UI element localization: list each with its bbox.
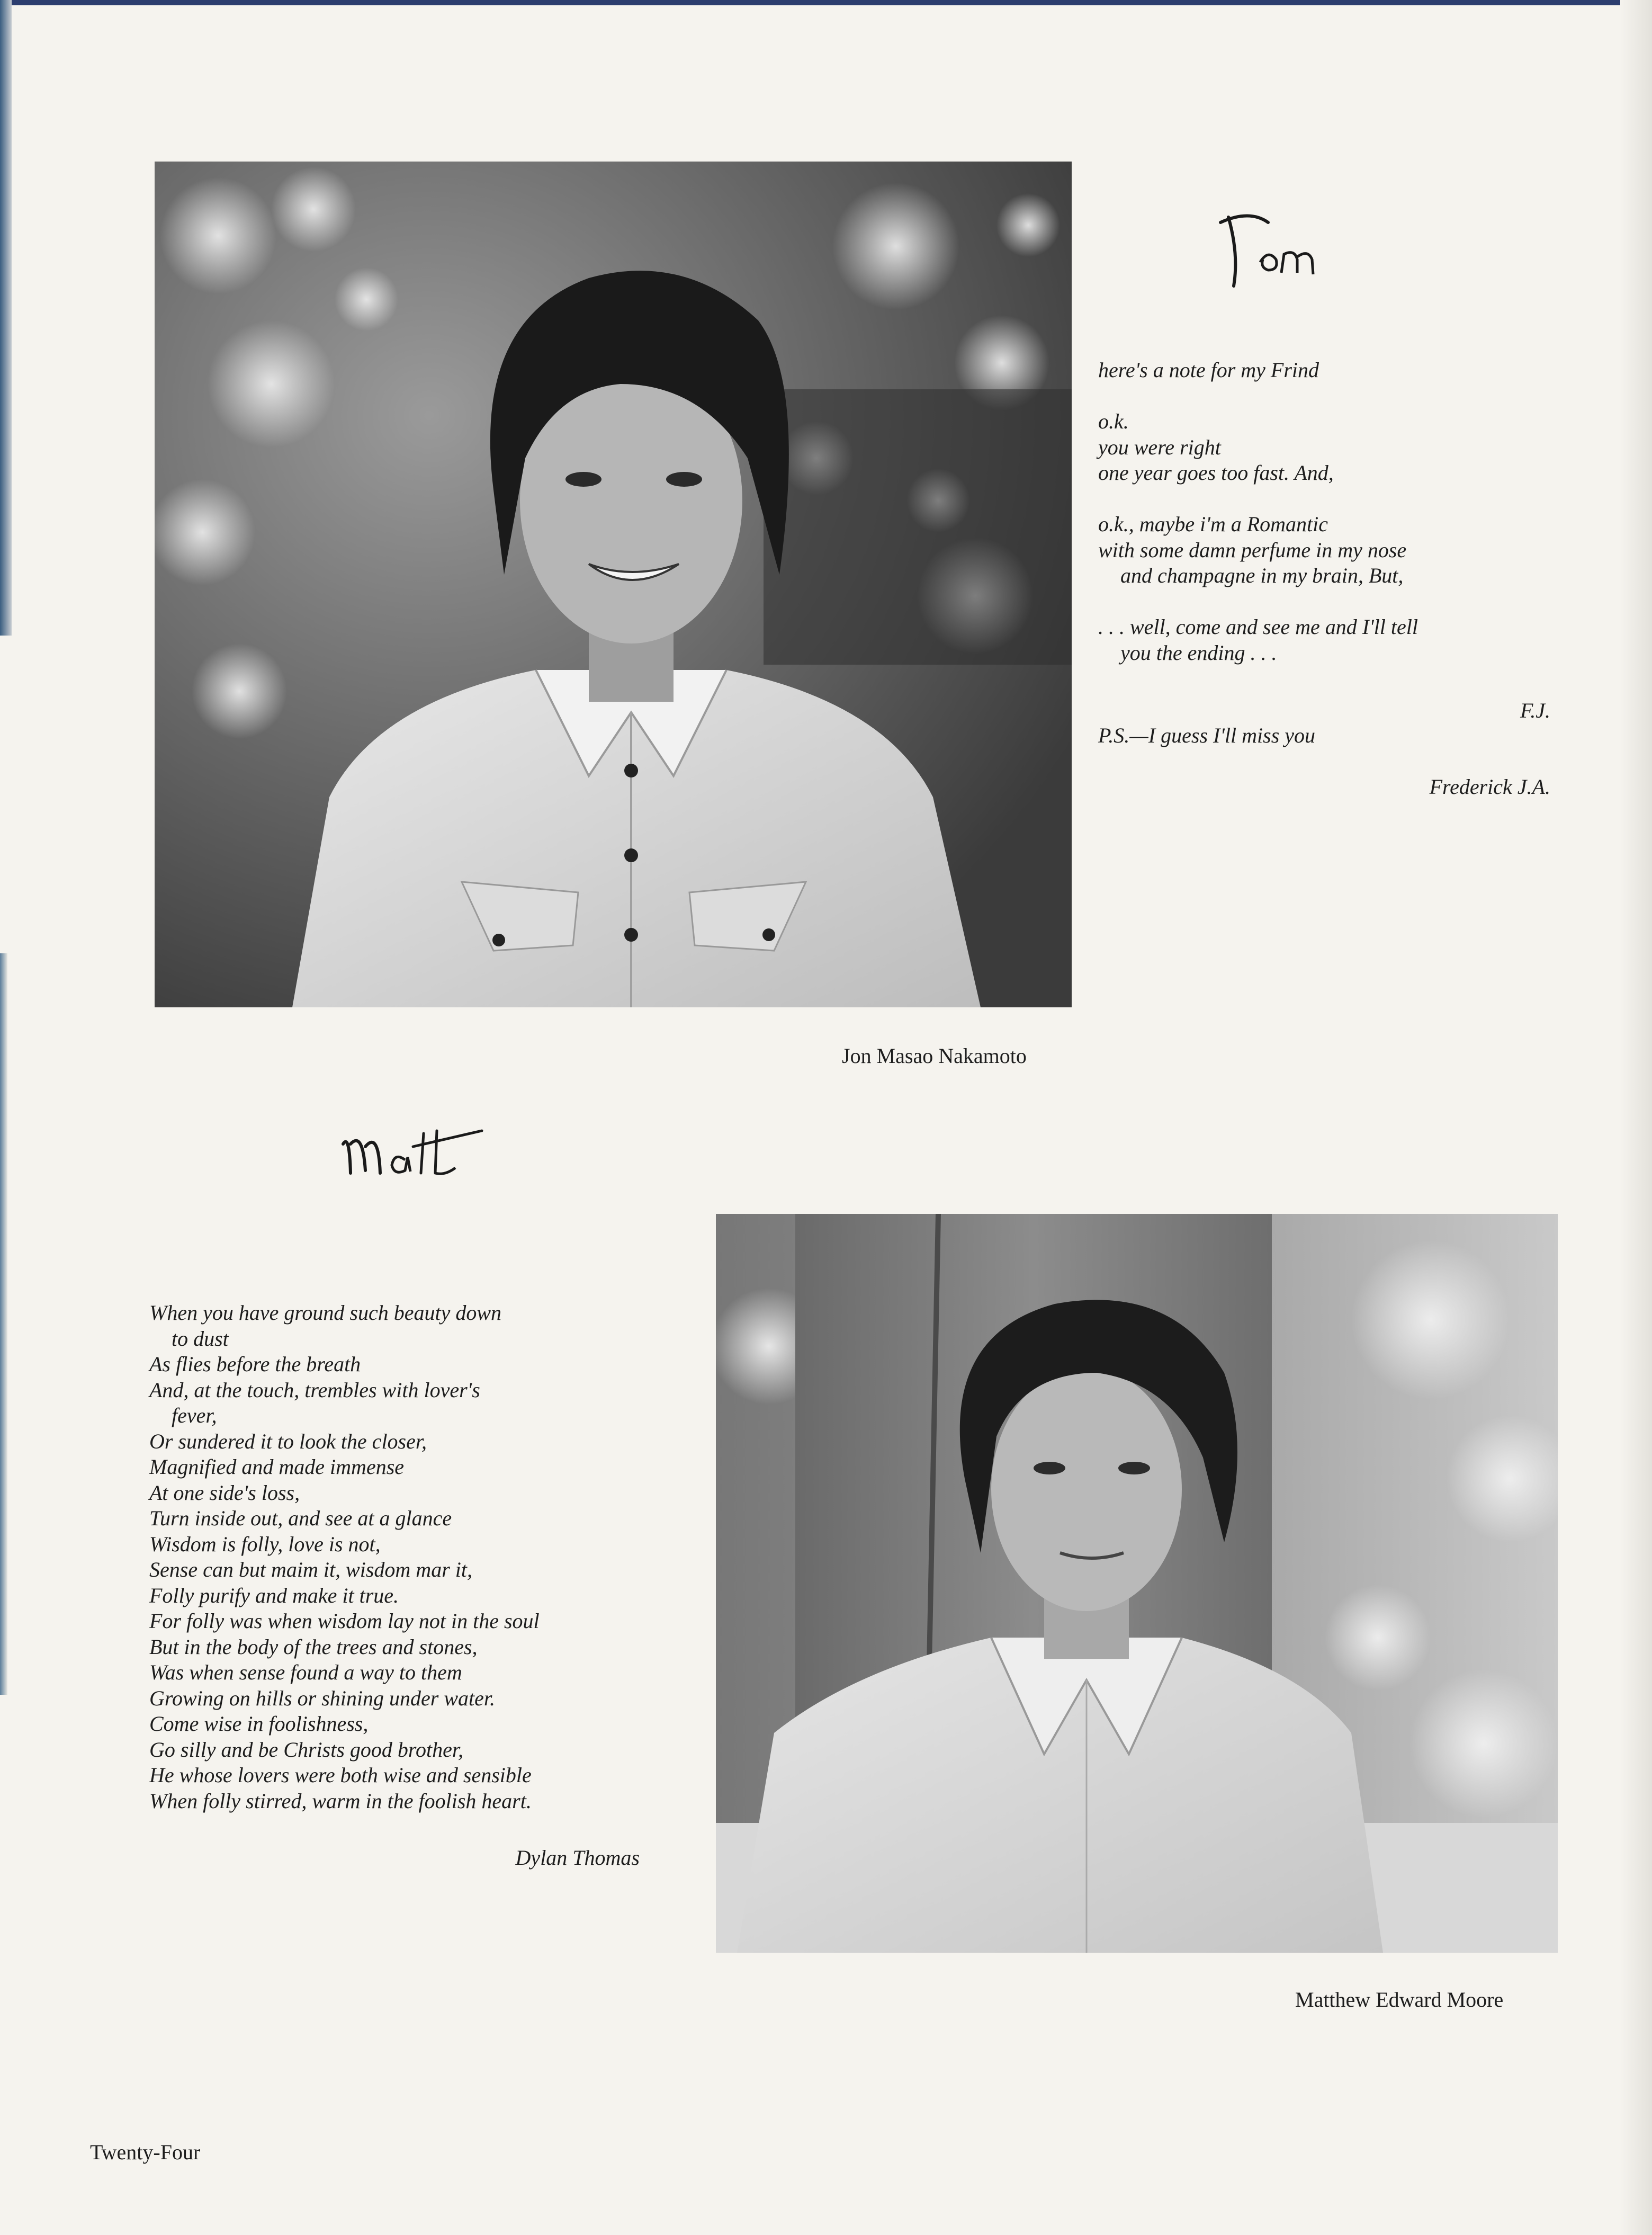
poem-line: you were right xyxy=(1098,435,1221,459)
poem-line: When folly stirred, warm in the foolish heart. xyxy=(149,1789,532,1813)
poem-matt xyxy=(149,1300,679,1814)
poem-line: Folly purify and make it true. xyxy=(149,1583,399,1607)
binding-edge-left-lower xyxy=(0,953,7,1695)
poem-line: and champagne in my brain, But, xyxy=(1120,564,1404,587)
poem-line: Go silly and be Christs good brother, xyxy=(149,1737,463,1762)
poem-jon-signoff: Frederick J.A. xyxy=(1429,775,1550,799)
poem-line: Magnified and made immense xyxy=(149,1455,405,1479)
poem-jon xyxy=(1098,357,1554,666)
poem-line: And, at the touch, trembles with lover's xyxy=(149,1378,480,1402)
portrait-photo-matt xyxy=(716,1214,1558,1953)
page-number: Twenty-Four xyxy=(90,2140,201,2164)
poem-line: o.k. xyxy=(1098,409,1129,433)
page-edge-shadow xyxy=(1620,0,1652,2235)
poem-line xyxy=(1098,486,1554,512)
poem-line: He whose lovers were both wise and sensible xyxy=(149,1763,532,1787)
poem-line: But in the body of the trees and stones, xyxy=(149,1634,478,1659)
poem-line: o.k., maybe i'm a Romantic xyxy=(1098,512,1328,536)
poem-line: here's a note for my Frind xyxy=(1098,358,1319,382)
caption-matt: Matthew Edward Moore xyxy=(1295,1988,1504,2012)
poem-line: one year goes too fast. And, xyxy=(1098,461,1334,485)
poem-line: Come wise in foolishness, xyxy=(149,1712,369,1736)
poem-line: you the ending . . . xyxy=(1120,640,1277,665)
poem-line xyxy=(1098,589,1554,615)
poem-line: Wisdom is folly, love is not, xyxy=(149,1532,381,1556)
caption-jon: Jon Masao Nakamoto xyxy=(842,1044,1027,1068)
binding-edge-top xyxy=(0,0,1652,5)
poem-line: fever, xyxy=(172,1403,217,1427)
signature-jon xyxy=(1218,212,1318,291)
poem-line: Was when sense found a way to them xyxy=(149,1660,462,1684)
poem-line: Growing on hills or shining under water. xyxy=(149,1686,496,1710)
poem-line: Sense can but maim it, wisdom mar it, xyxy=(149,1558,472,1581)
poem-line: At one side's loss, xyxy=(149,1480,300,1505)
poem-line: to dust xyxy=(172,1326,229,1351)
poem-matt-attribution: Dylan Thomas xyxy=(515,1846,640,1870)
poem-line: . . . well, come and see me and I'll tell xyxy=(1098,615,1418,639)
poem-line: Or sundered it to look the closer, xyxy=(149,1429,427,1453)
binding-edge-left xyxy=(0,0,12,636)
signature-matt xyxy=(339,1123,487,1184)
poem-line: For folly was when wisdom lay not in the soul xyxy=(149,1609,540,1633)
portrait-photo-jon xyxy=(155,162,1072,1007)
poem-line: As flies before the breath xyxy=(149,1352,361,1376)
poem-jon-initials: F.J. xyxy=(1520,699,1550,722)
poem-jon-postscript: P.S.—I guess I'll miss you xyxy=(1098,723,1316,747)
poem-line: with some damn perfume in my nose xyxy=(1098,538,1407,562)
poem-line: When you have ground such beauty down xyxy=(149,1301,502,1325)
poem-line: Turn inside out, and see at a glance xyxy=(149,1506,452,1530)
poem-line xyxy=(1098,383,1554,409)
